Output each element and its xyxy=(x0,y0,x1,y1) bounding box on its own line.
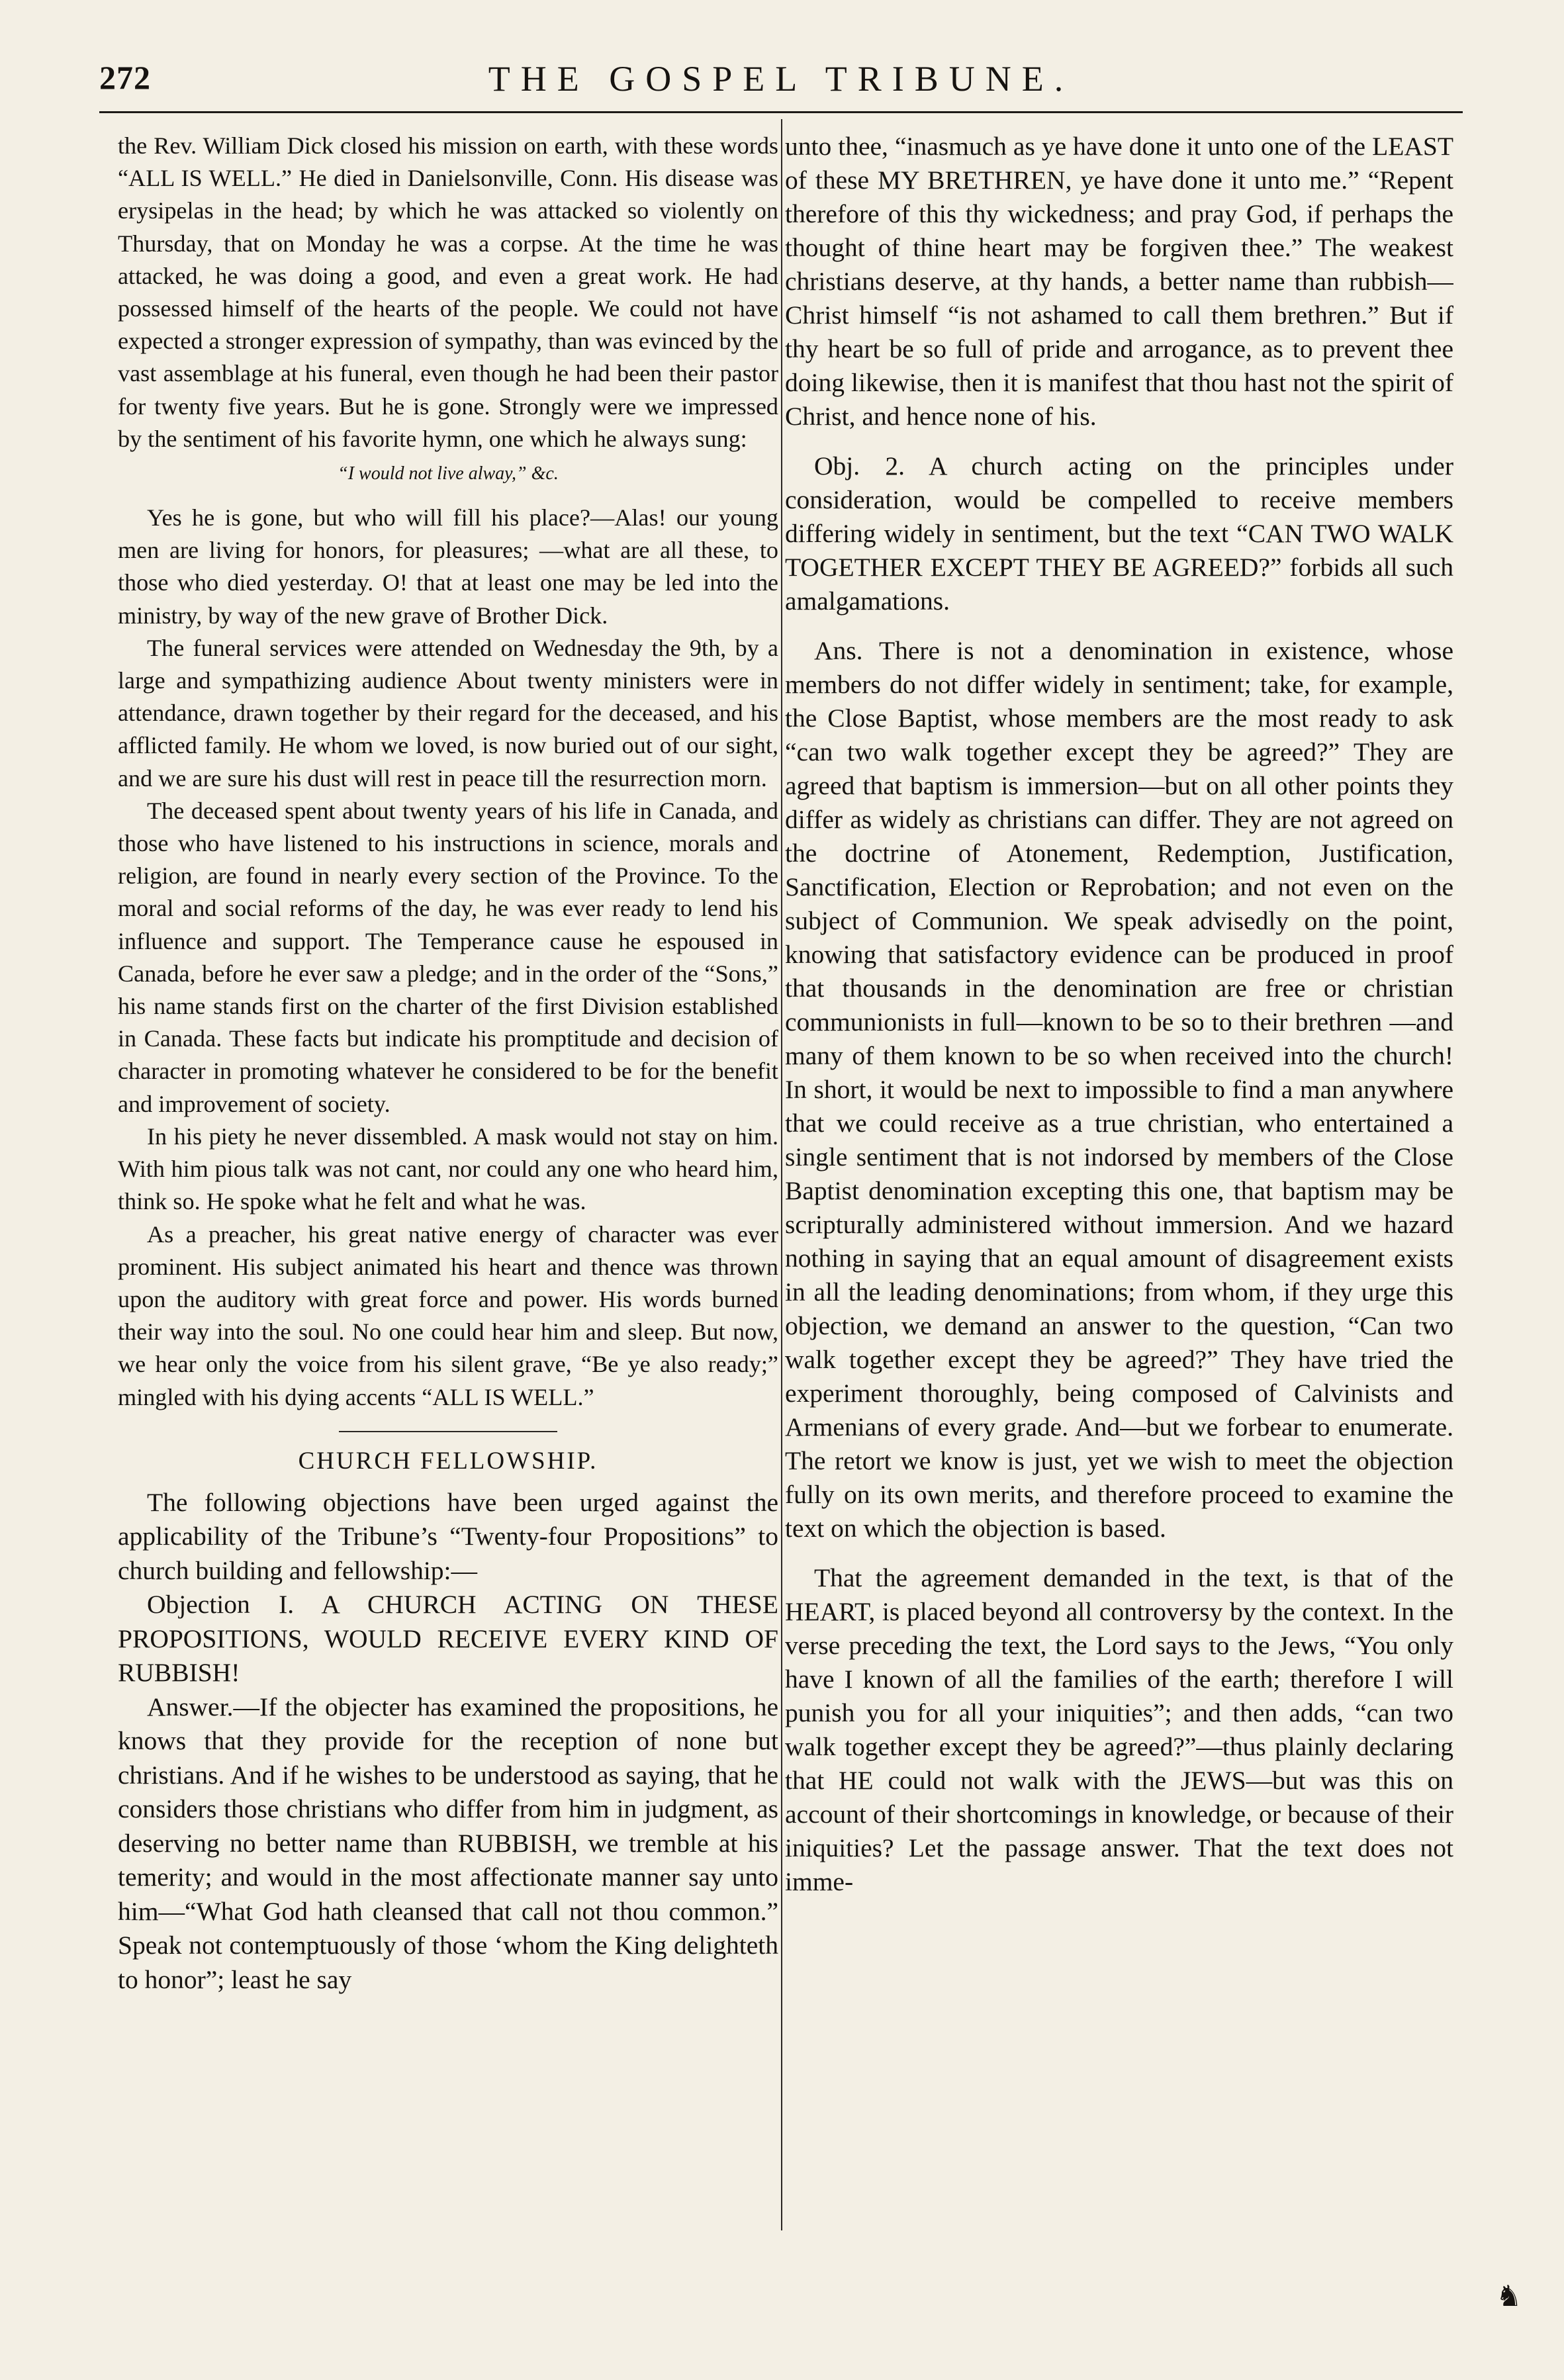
answer-paragraph: Ans. There is not a denomination in existence, whose members do not differ widely in sentiment; take, for example, the Close Baptist, whose members are the most ready to ask “can two walk together except they be agreed?” They are agreed that baptism is immersion—but on all other points they differ as widely as christians can differ. They are not agreed on the doctrine of Atonement, Redemption, Justification, Sanctification, Election or Reprobation; and not even on the subject of Communion. We speak advisedly on the point, knowing that satisfactory evidence can be produced in proof that thousands in the denomination are free or christian communionists in full—known to be so to their brethren —and many of them known to be so when received into the church! In short, it would be next to impossible to find a man anywhere that we could receive as a true christian, who entertained a single sentiment that is not indorsed by members of the Close Baptist denomination excepting this one, that baptism may be scripturally administered without immersion. And we hazard nothing in saying that an equal amount of disagreement exists in all the leading denominations; from whom, if they urge this objection, we demand an answer to the question, “Can two walk together except they be agreed?” They have tried the experiment thoroughly, being composed of Calvinists and Armenians of every grade. And—but we forbear to enumerate. The retort we know is just, yet we wish to meet the objection fully on its own merits, and therefore proceed to examine the text on which the objection is based. xyxy=(785,636,1453,1543)
obituary-paragraph: Yes he is gone, but who will fill his place?—Alas! our young men are living for honors, for pleasures; —what are all these, to those who died yesterday. O! that at least one may be led into the ministry, by way of the new grave of Brother Dick. xyxy=(118,504,778,629)
body-paragraph: That the agreement demanded in the text, is that of the HEART, is placed beyond all controversy by the context. In the verse preceding the text, the Lord says to the Jews, “You only have I known of all the families of the earth; therefore I will punish you for all your iniquities”; and then adds, “can two walk together except they be agreed?”—thus plainly declaring that HE could not walk with the JEWS—but was this on account of their shortcomings in knowledge, or because of their iniquities? Let the passage answer. That the text does not imme- xyxy=(785,1563,1453,1896)
page-header xyxy=(99,58,1463,111)
obituary-paragraph: As a preacher, his great native energy of character was ever prominent. His subject animated his heart and thence was thrown upon the auditory with great force and power. His words burned their way into the soul. No one could hear him and sleep. But now, we hear only the voice from his silent grave, “Be ye also ready;” mingled with his dying accents “ALL IS WELL.” xyxy=(118,1220,778,1410)
objection-paragraph: Objection I. A CHURCH ACTING ON THESE PROPOSITIONS, WOULD RECEIVE EVERY KIND OF RUBBISH! xyxy=(118,1590,778,1688)
section-separator xyxy=(339,1431,557,1432)
paragraph-gap xyxy=(785,618,1453,634)
fellowship-paragraph: The following objections have been urged against the applicability of the Tribune’s “Twenty-four Propositions” to church building and fellowship:— xyxy=(118,1487,778,1585)
journal-title: THE GOSPEL TRIBUNE. xyxy=(488,59,1074,99)
obituary-paragraph: In his piety he never dissembled. A mask would not stay on him. With him pious talk was not cant, nor could any one who heard him, think so. He spoke what he felt and what he was. xyxy=(118,1122,778,1215)
header-rule xyxy=(99,111,1463,113)
objection-paragraph: Obj. 2. A church acting on the principles under consideration, would be compelled to receive members differing widely in sentiment, but the text “CAN TWO WALK TOGETHER EXCEPT THEY BE AGREED?” forbids all such amalgamations. xyxy=(785,451,1453,616)
continued-paragraph: unto thee, “inasmuch as ye have done it unto one of the LEAST of these MY BRETHREN, ye have done it unto me.” “Repent therefore of this thy wickedness; and pray God, if perhaps the thought of thine heart may be forgiven thee.” The weakest christians deserve, at thy hands, a better name than rubbish—Christ himself “is not ashamed to call them brethren.” But if thy heart be so full of pride and arrogance, as to prevent thee doing likewise, then it is manifest that thou hast not the spirit of Christ, and hence none of his. xyxy=(785,132,1453,431)
section-heading: CHURCH FELLOWSHIP. xyxy=(298,1447,598,1475)
left-column xyxy=(118,130,778,2307)
obituary-paragraph: The deceased spent about twenty years of his life in Canada, and those who have listened to his instructions in science, morals and religion, are found in nearly every section of the Province. To the moral and social reforms of the day, he was ever ready to lend his influence and support. The Temperance cause he espoused in Canada, before he ever saw a pledge; and in the order of the “Sons,” his name stands first on the charter of the first Division established in Canada. These facts but indicate his promptitude and decision of character in promoting whatever he considered to be for the benefit and improvement of society. xyxy=(118,797,778,1117)
paragraph-gap xyxy=(785,434,1453,449)
paragraph-gap xyxy=(785,1545,1453,1561)
right-column xyxy=(785,130,1453,2307)
hymn-quote: “I would not live alway,” &c. xyxy=(338,463,559,484)
margin-mark: ♞ xyxy=(1496,2280,1522,2312)
obituary-paragraph: The funeral services were attended on Wednesday the 9th, by a large and sympathizing audience About twenty ministers were in attendance, drawn together by their regard for the deceased, and his afflicted family. He whom we loved, is now buried out of our sight, and we are sure his dust will rest in peace till the resurrection morn. xyxy=(118,634,778,792)
answer-paragraph: Answer.—If the objecter has examined the propositions, he knows that they provide for the reception of none but christians. And if he wishes to be understood as saying, that he considers those christians who differ from him in judgment, as deserving no better name than RUBBISH, we tremble at his temerity; and would in the most affectionate manner say unto him—“What God hath cleansed that call not thou common.” Speak not contemptuously of those ‘whom the King delighteth to honor”; least he say xyxy=(118,1692,778,1994)
page-number: 272 xyxy=(99,59,151,96)
obituary-paragraph: the Rev. William Dick closed his mission on earth, with these words “ALL IS WELL.” He died in Danielsonville, Conn. His disease was erysipelas in the head; by which he was attacked so violently on Thursday, that on Monday he was a corpse. At the time he was attacked, he was doing a good, and even a great work. He had possessed himself of the hearts of the people. We could not have expected a stronger expression of sympathy, than was evinced by the vast assemblage at his funeral, even though he had been their pastor for twenty five years. But he is gone. Strongly were we impressed by the sentiment of his favorite hymn, one which he always sung: xyxy=(118,132,778,452)
column-divider xyxy=(781,119,782,2230)
